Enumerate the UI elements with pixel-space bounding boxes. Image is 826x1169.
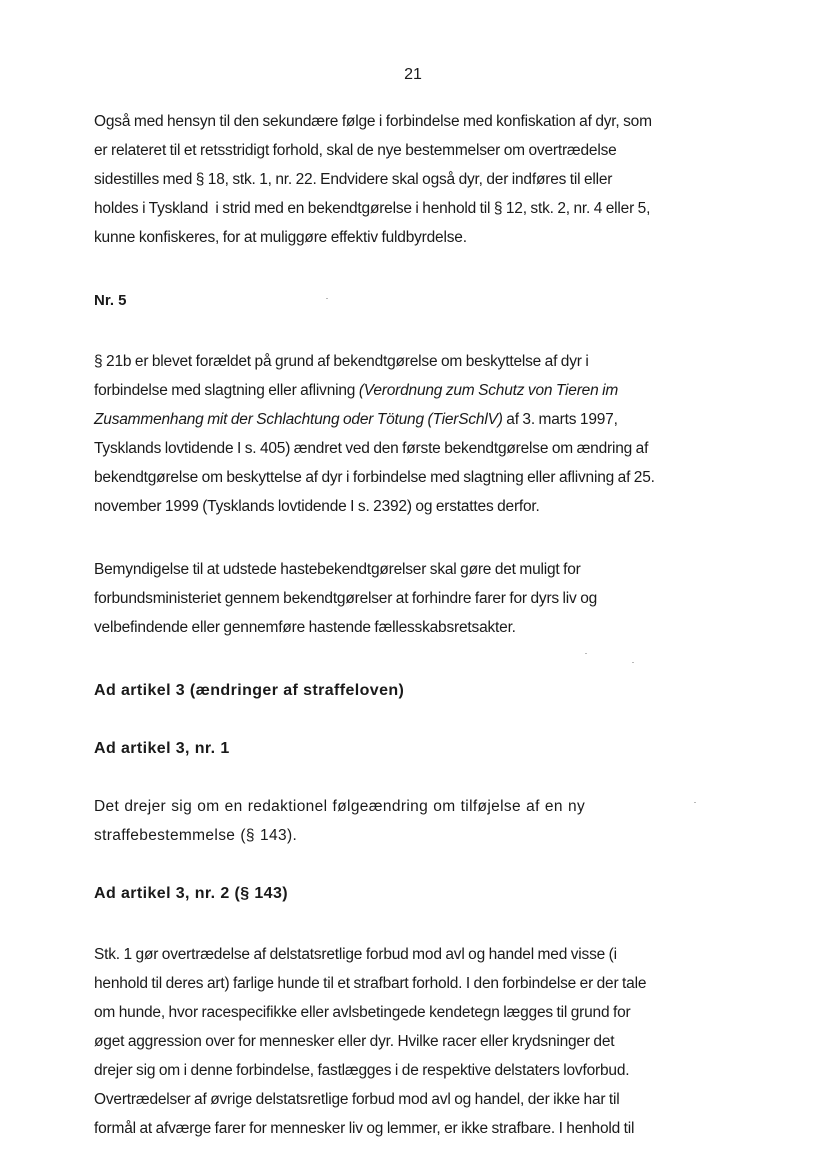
text-line: henhold til deres art) farlige hunde til et strafbart forhold. I den forbindelse er der tale [94, 975, 647, 992]
scan-speck [585, 653, 587, 654]
text-line: november 1999 (Tysklands lovtidende I s. 2392) og erstattes derfor. [94, 498, 540, 515]
paragraph-article-3-nr-1 [94, 792, 734, 850]
scan-speck [326, 298, 328, 299]
text-line: Overtrædelser af øvrige delstatsretlige forbud mod avl og handel, der ikke har til [94, 1091, 620, 1108]
heading-article-3-nr-1: Ad artikel 3, nr. 1 [94, 740, 230, 757]
paragraph-authorization [94, 555, 734, 642]
text-line: straffebestemmelse (§ 143). [94, 827, 298, 844]
text-line: forbundsministeriet gennem bekendtgørelser at forhindre farer for dyrs liv og [94, 590, 598, 607]
text-line: Det drejer sig om en redaktionel følgeændring om tilføjelse af en ny [94, 798, 586, 815]
page-number: 21 [404, 66, 422, 83]
heading-nr-5: Nr. 5 [94, 292, 127, 309]
text-line: holdes i Tyskland i strid med en bekendtgørelse i henhold til § 12, stk. 2, nr. 4 eller 5, [94, 200, 651, 217]
text-run: forbindelse med slagtning eller aflivning [94, 382, 359, 399]
text-line: Tysklands lovtidende I s. 405) ændret ved den første bekendtgørelse om ændring af [94, 440, 649, 457]
text-line: sidestilles med § 18, stk. 1, nr. 22. Endvidere skal også dyr, der indføres til eller [94, 171, 613, 188]
text-line: Også med hensyn til den sekundære følge i forbindelse med konfiskation af dyr, som [94, 113, 652, 130]
text-line: Bemyndigelse til at udstede hastebekendtgørelser skal gøre det muligt for [94, 561, 581, 578]
text-line: er relateret til et retsstridigt forhold, skal de nye bestemmelser om overtrædelse [94, 142, 617, 159]
text-line: kunne konfiskeres, for at muliggøre effektiv fuldbyrdelse. [94, 229, 467, 246]
text-run: af 3. marts 1997, [502, 411, 618, 428]
text-line: bekendtgørelse om beskyttelse af dyr i forbindelse med slagtning eller aflivning af 25. [94, 469, 655, 486]
text-line: drejer sig om i denne forbindelse, fastlægges i de respektive delstaters lovforbud. [94, 1062, 630, 1079]
italic-text-run: (Verordnung zum Schutz von Tieren im [358, 382, 619, 399]
document-body [94, 107, 734, 1143]
text-line: øget aggression over for mennesker eller dyr. Hvilke racer eller krydsninger det [94, 1033, 615, 1050]
text-line: velbefindende eller gennemføre hastende fællesskabsretsakter. [94, 619, 516, 636]
heading-article-3: Ad artikel 3 (ændringer af straffeloven) [94, 682, 405, 699]
text-line: § 21b er blevet forældet på grund af bekendtgørelse om beskyttelse af dyr i [94, 353, 589, 370]
text-line [94, 405, 734, 434]
paragraph-21b [94, 347, 734, 521]
heading-article-3-nr-2: Ad artikel 3, nr. 2 (§ 143) [94, 885, 288, 902]
paragraph-article-3-nr-2 [94, 940, 734, 1143]
italic-text-run: Zusammenhang mit der Schlachtung oder Tötung (TierSchlV) [94, 411, 503, 428]
text-line: formål at afværge farer for mennesker liv og lemmer, er ikke strafbare. I henhold til [94, 1120, 635, 1137]
text-line: Stk. 1 gør overtrædelse af delstatsretlige forbud mod avl og handel med visse (i [94, 946, 617, 963]
scan-speck [632, 662, 634, 663]
text-line [94, 376, 734, 405]
scan-speck [694, 802, 696, 803]
paragraph-confiscation [94, 107, 734, 252]
text-line: om hunde, hvor racespecifikke eller avlsbetingede kendetegn lægges til grund for [94, 1004, 631, 1021]
